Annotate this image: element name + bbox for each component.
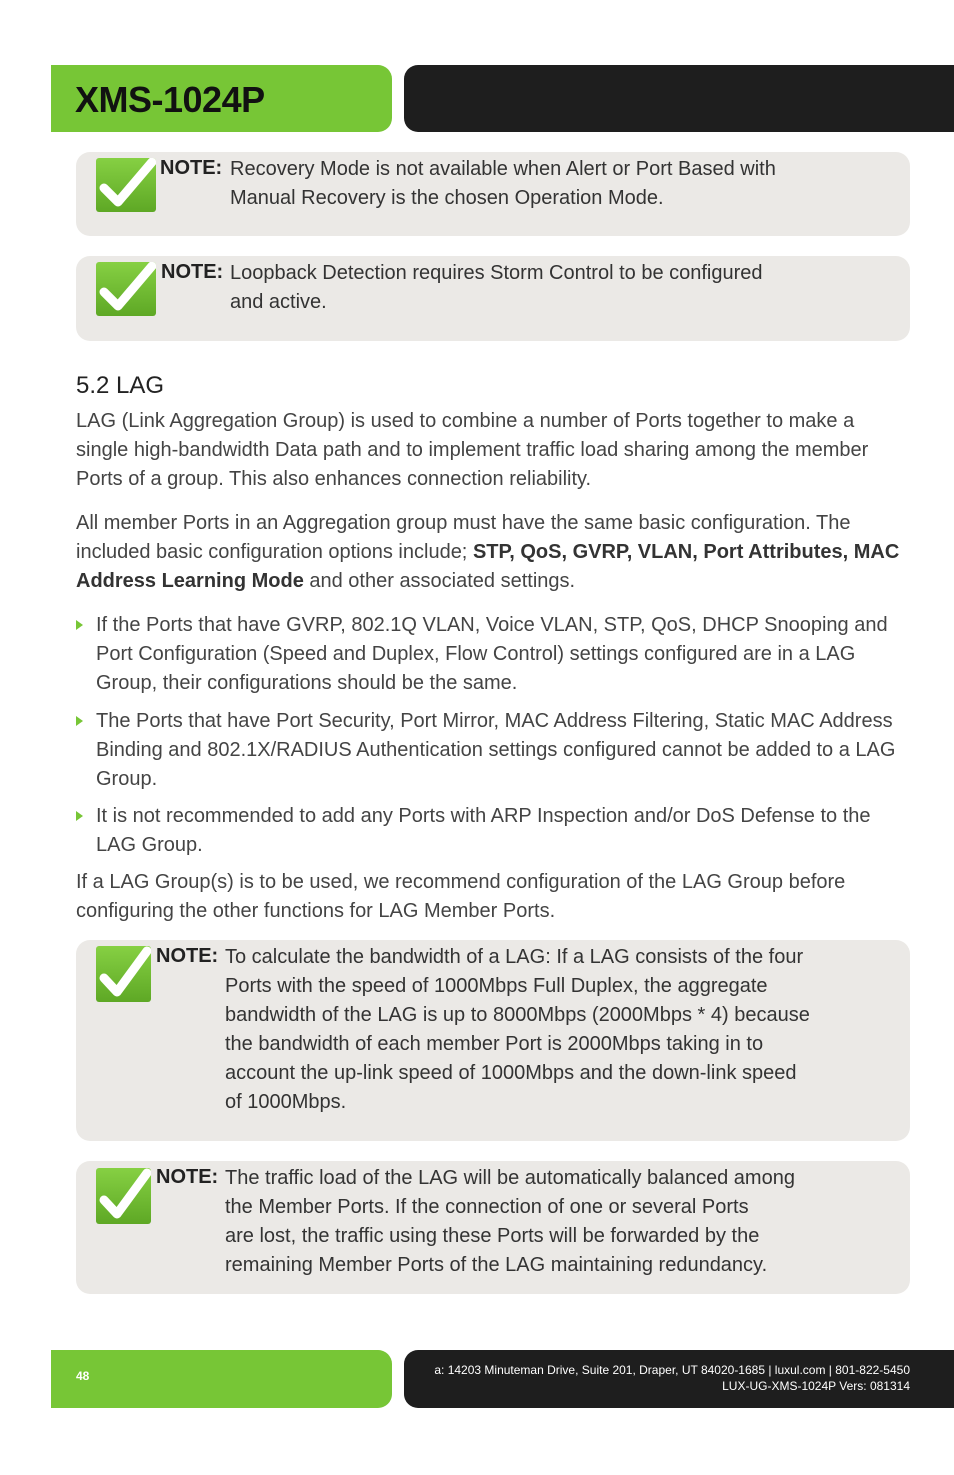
bullet-arrow-icon: [76, 620, 83, 630]
page-number: 48: [76, 1369, 90, 1383]
bullet-item: [76, 707, 906, 797]
bullet-item: [76, 611, 906, 701]
note-line: Ports with the speed of 1000Mbps Full Duplex, the aggregate: [225, 975, 768, 997]
note-line: and active.: [230, 291, 327, 313]
note-line: account the up-link speed of 1000Mbps and the down-link speed: [225, 1062, 797, 1084]
bullet-text: The Ports that have Port Security, Port Mirror, MAC Address Filtering, Static MAC Address Binding and 802.1X/RADIUS Authentication settings configured cannot be added to a LAG Group.: [96, 710, 896, 790]
section-heading: 5.2 LAG: [76, 372, 165, 399]
header-title-bar: [51, 65, 392, 132]
paragraph-lag-intro: LAG (Link Aggregation Group) is used to combine a number of Ports together to make a single high-bandwidth Data path and to implement traffic load sharing among the member Ports of a group. This also enhances connection reliability.: [76, 410, 869, 490]
document-title: XMS-1024P: [75, 79, 265, 120]
note-line: Manual Recovery is the chosen Operation Mode.: [230, 187, 664, 209]
note-box-loopback: [76, 256, 910, 341]
note-line: remaining Member Ports of the LAG maintaining redundancy.: [225, 1254, 768, 1276]
paragraph-text: All member Ports in an Aggregation group must have the same basic configuration. The included basic configuration options include;: [76, 512, 851, 563]
note-box-bandwidth: [76, 940, 910, 1141]
checkmark-icon: [96, 946, 151, 1002]
checkmark-icon: [96, 262, 156, 316]
note-line: the bandwidth of each member Port is 2000Mbps taking in to: [225, 1033, 764, 1055]
paragraph-text: and other associated settings.: [303, 570, 576, 592]
note-text: [230, 259, 763, 317]
note-line: To calculate the bandwidth of a LAG: If a LAG consists of the four: [225, 946, 804, 968]
note-label: NOTE:: [160, 157, 223, 179]
footer-doc-id: LUX-UG-XMS-1024P Vers: 081314: [722, 1379, 910, 1393]
bullet-item: [76, 802, 906, 862]
note-label: NOTE:: [161, 261, 224, 283]
footer-page-bar: [51, 1350, 392, 1408]
note-text: [225, 1164, 795, 1280]
note-label: NOTE:: [156, 1166, 219, 1188]
note-box-traffic-load: [76, 1161, 910, 1294]
note-line: are lost, the traffic using these Ports will be forwarded by the: [225, 1225, 760, 1247]
note-box-recovery-mode: [76, 152, 910, 236]
paragraph-recommendation: If a LAG Group(s) is to be used, we recommend configuration of the LAG Group before configuring the other functions for LAG Member Ports.: [76, 871, 846, 922]
bullet-text: If the Ports that have GVRP, 802.1Q VLAN, Voice VLAN, STP, QoS, DHCP Snooping and Port Configuration (Speed and Duplex, Flow Control) settings configured are in a LAG Group, their configurations should be the same.: [96, 614, 888, 694]
checkmark-icon: [96, 1168, 151, 1224]
note-line: the Member Ports. If the connection of one or several Ports: [225, 1196, 749, 1218]
note-line: The traffic load of the LAG will be automatically balanced among: [225, 1167, 795, 1189]
note-label: NOTE:: [156, 945, 219, 967]
note-line: Loopback Detection requires Storm Control to be configured: [230, 262, 763, 284]
checkmark-icon: [96, 158, 156, 212]
header-dark-bar: [404, 65, 954, 132]
note-line: Recovery Mode is not available when Alert or Port Based with: [230, 158, 776, 180]
note-text: [225, 943, 810, 1117]
paragraph-member-config: [76, 509, 906, 596]
note-line: of 1000Mbps.: [225, 1091, 347, 1113]
bullet-text: It is not recommended to add any Ports with ARP Inspection and/or DoS Defense to the LAG Group.: [96, 805, 871, 856]
bullet-arrow-icon: [76, 716, 83, 726]
bullet-arrow-icon: [76, 811, 83, 821]
footer-address: a: 14203 Minuteman Drive, Suite 201, Draper, UT 84020-1685 | luxul.com | 801-822-5450: [434, 1363, 910, 1377]
paragraph-bold-options: STP, QoS, GVRP, VLAN, Port Attributes, MAC Address Learning Mode: [76, 541, 900, 592]
footer-info-bar: [404, 1350, 954, 1408]
note-line: bandwidth of the LAG is up to 8000Mbps (2000Mbps * 4) because: [225, 1004, 810, 1026]
note-text: [230, 155, 776, 213]
